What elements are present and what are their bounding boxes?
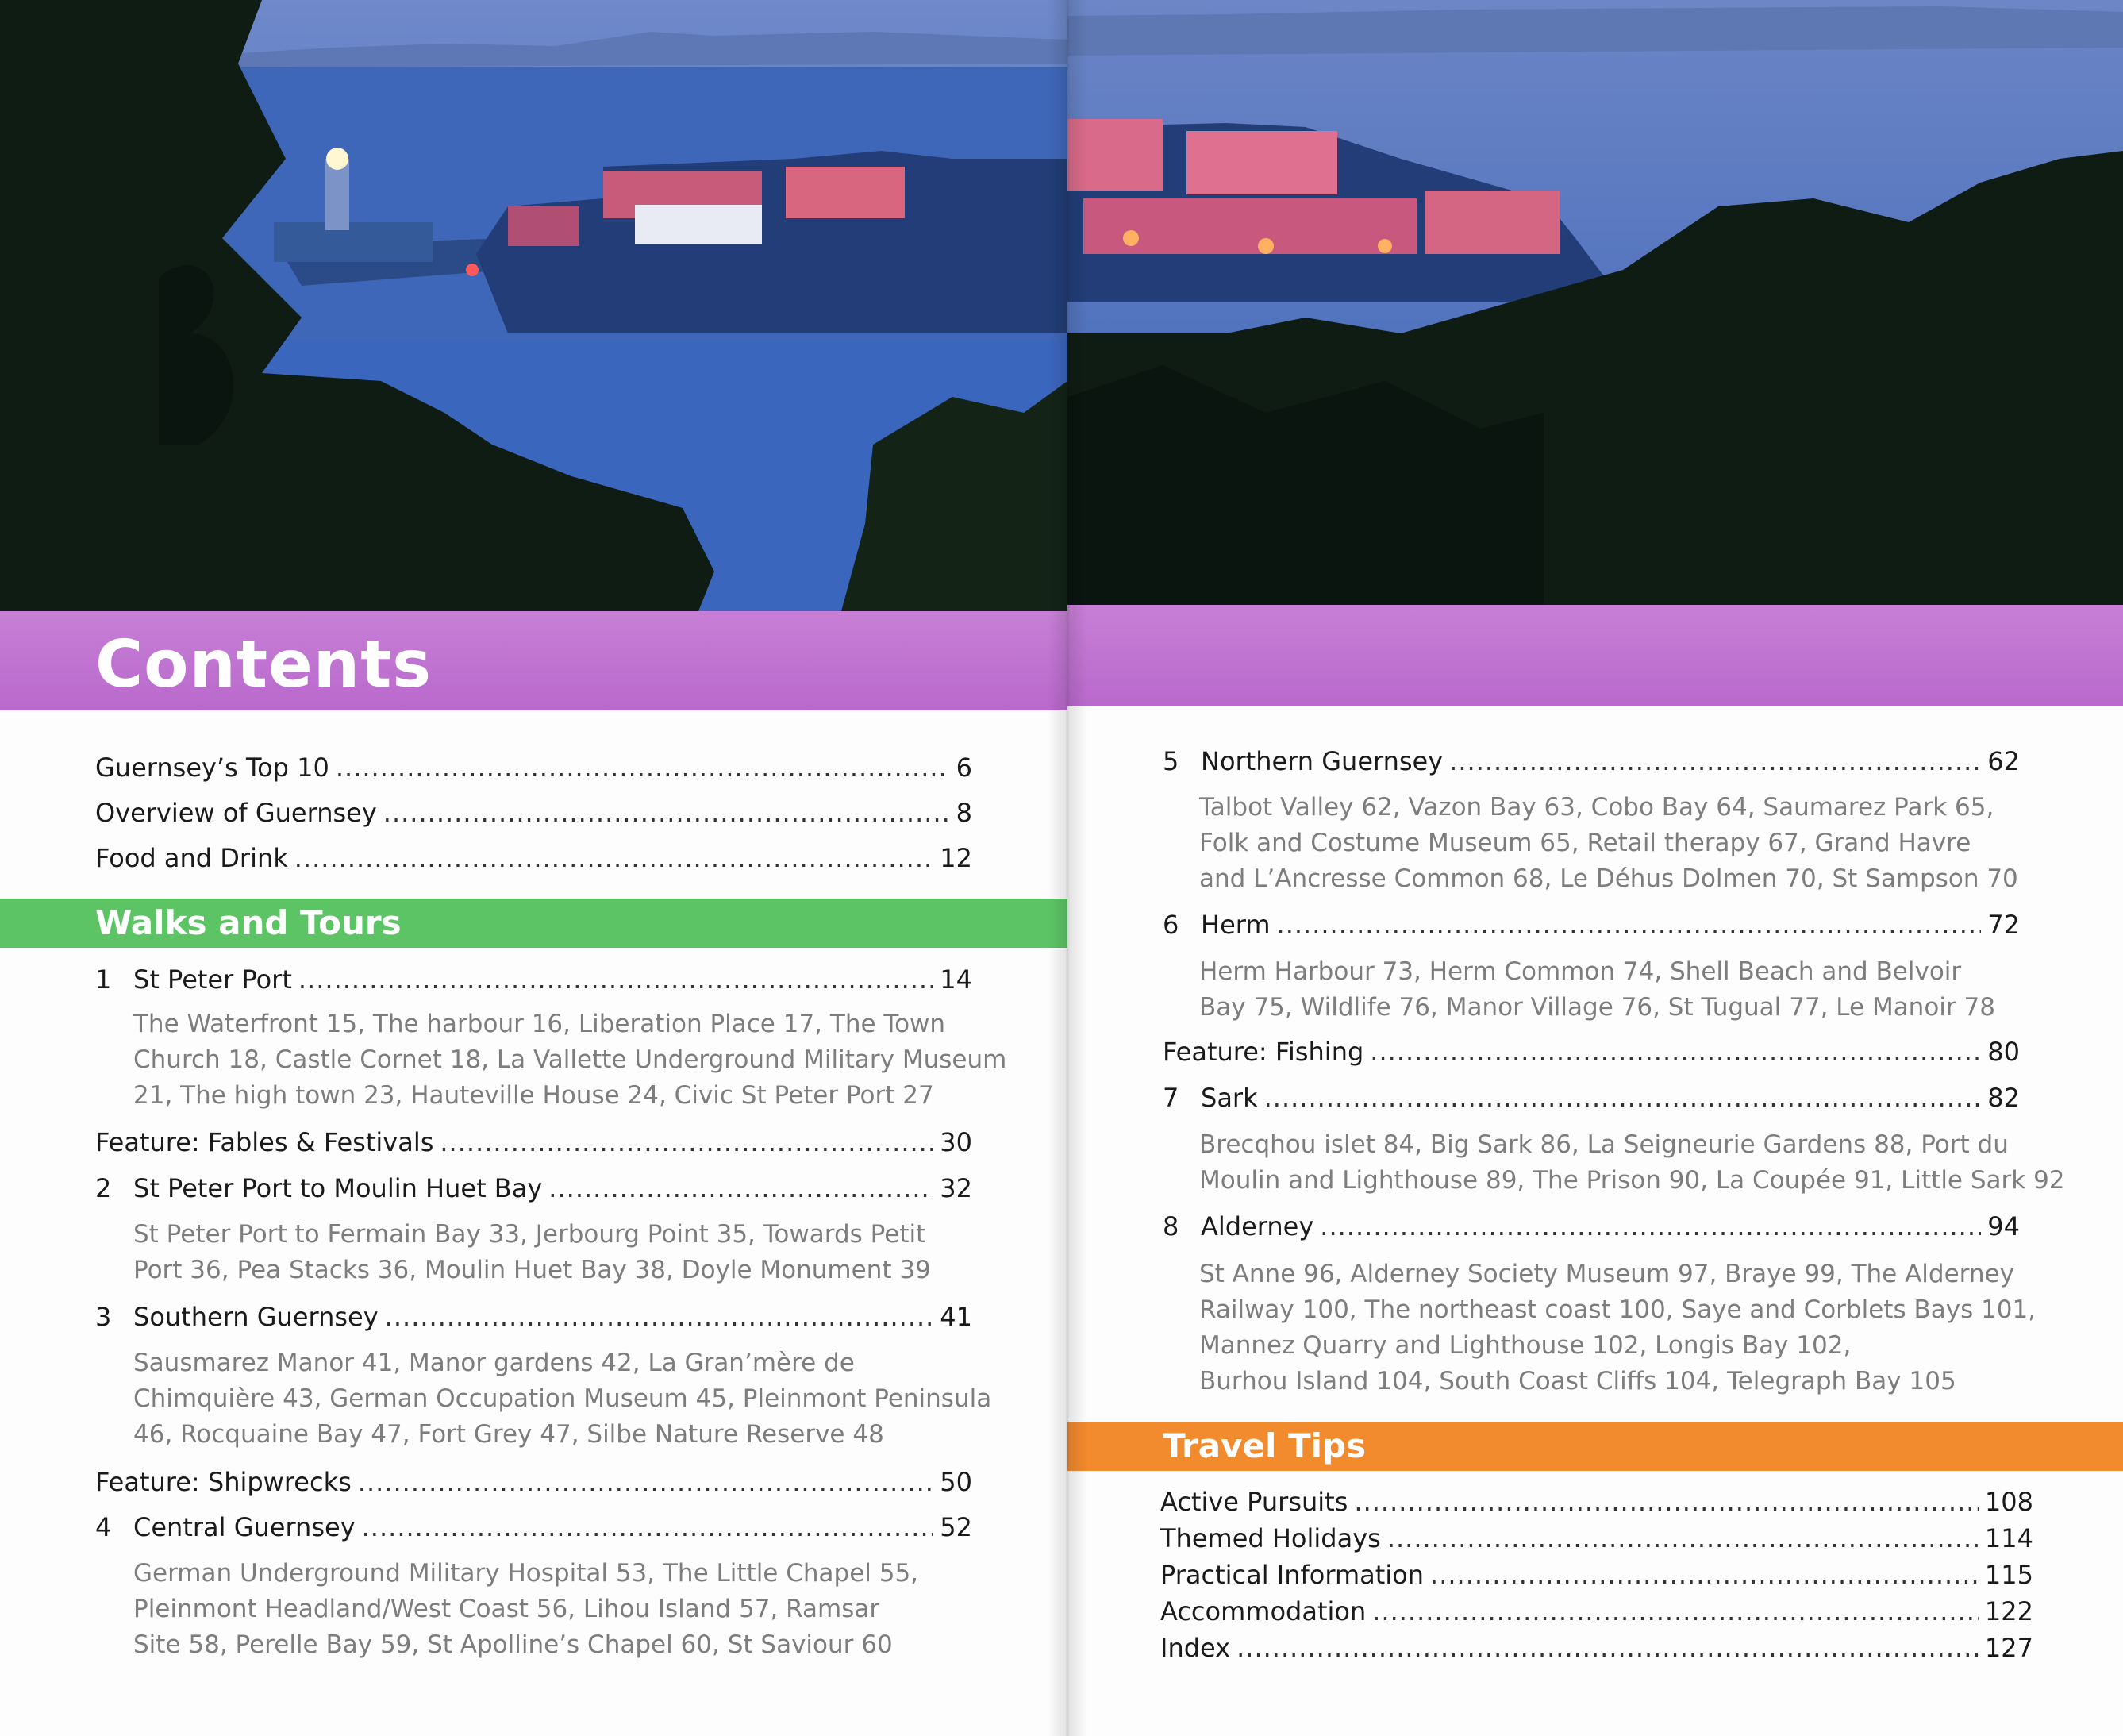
- leader-dots: [1372, 1596, 1979, 1626]
- toc-entry-label: Practical Information: [1160, 1560, 1425, 1590]
- toc-entry-feature-shipwrecks[interactable]: [95, 1467, 972, 1497]
- toc-entry-7[interactable]: [1163, 1083, 2020, 1113]
- desc-line: Chimquière 43, German Occupation Museum 45, Pleinmont Peninsula: [133, 1384, 992, 1413]
- toc-entry-4[interactable]: [95, 1512, 972, 1542]
- toc-entry-label: Guernsey’s Top 10: [95, 753, 329, 783]
- toc-entry-label: St Peter Port: [133, 964, 292, 995]
- section-heading: Travel Tips: [1163, 1426, 1367, 1465]
- toc-entry-1[interactable]: [95, 964, 972, 995]
- toc-page-number: 41: [940, 1302, 972, 1332]
- toc-page-number: 62: [1987, 746, 2020, 776]
- contents-title-band-right: [1067, 605, 2123, 706]
- desc-line: Folk and Costume Museum 65, Retail therapy 67, Grand Havre: [1199, 829, 1971, 857]
- right-page: [1067, 0, 2123, 1736]
- toc-page-number: 108: [1984, 1487, 2033, 1517]
- toc-page-number: 114: [1984, 1523, 2033, 1553]
- route-number: 6: [1163, 910, 1179, 940]
- book-gutter-shadow: [1048, 0, 1087, 1736]
- desc-line: and L’Ancresse Common 68, Le Déhus Dolmen 70, St Sampson 70: [1199, 864, 2018, 893]
- leader-dots: [1354, 1487, 1979, 1517]
- toc-entry-label: Feature: Shipwrecks: [95, 1467, 352, 1497]
- leader-dots: [1320, 1211, 1981, 1241]
- toc-entry-label: Food and Drink: [95, 843, 288, 873]
- toc-page-number: 52: [940, 1512, 972, 1542]
- leader-dots: [1264, 1083, 1982, 1113]
- toc-page-number: 127: [1984, 1633, 2033, 1663]
- leader-dots: [1449, 746, 1981, 776]
- toc-page-number: 82: [1987, 1083, 2020, 1113]
- toc-entry-label: St Peter Port to Moulin Huet Bay: [133, 1173, 543, 1203]
- toc-entry-label: Overview of Guernsey: [95, 798, 377, 828]
- page-title: Contents: [95, 627, 433, 702]
- toc-page-number: 72: [1987, 910, 2020, 940]
- toc-entry-description: [133, 1556, 918, 1663]
- leader-dots: [1387, 1523, 1979, 1553]
- desc-line: Burhou Island 104, South Coast Cliffs 104, Telegraph Bay 105: [1199, 1367, 1956, 1395]
- desc-line: Herm Harbour 73, Herm Common 74, Shell Beach and Belvoir: [1199, 957, 1962, 986]
- toc-entry-active-pursuits[interactable]: [1160, 1487, 2033, 1517]
- leader-dots: [362, 1512, 934, 1542]
- toc-entry-description: [1199, 790, 2018, 897]
- toc-page-number: 32: [940, 1173, 972, 1203]
- toc-entry-accommodation[interactable]: [1160, 1596, 2033, 1626]
- toc-page-number: 50: [940, 1467, 972, 1497]
- toc-entry-label: Index: [1160, 1633, 1231, 1663]
- toc-entry-6[interactable]: [1163, 910, 2020, 940]
- route-number: 1: [95, 964, 112, 995]
- toc-entry-label: Alderney: [1201, 1211, 1314, 1241]
- toc-entry-label: Feature: Fables & Festivals: [95, 1127, 434, 1157]
- castle-cornet-night-photo: [0, 0, 1067, 611]
- toc-entry-5[interactable]: [1163, 746, 2020, 776]
- toc-entry-feature-fables[interactable]: [95, 1127, 972, 1157]
- route-number: 2: [95, 1173, 112, 1203]
- route-number: 4: [95, 1512, 112, 1542]
- toc-entry-label: Feature: Fishing: [1163, 1037, 1364, 1067]
- desc-line: Church 18, Castle Cornet 18, La Vallette Underground Military Museum: [133, 1045, 1007, 1074]
- leader-dots: [358, 1467, 934, 1497]
- leader-dots: [298, 964, 933, 995]
- toc-entry-description: [1199, 1127, 2065, 1199]
- toc-entry-feature-fishing[interactable]: [1163, 1037, 2020, 1067]
- desc-line: Site 58, Perelle Bay 59, St Apolline’s Chapel 60, St Saviour 60: [133, 1630, 893, 1659]
- toc-entry-3[interactable]: [95, 1302, 972, 1332]
- toc-page-number: 94: [1987, 1211, 2020, 1241]
- leader-dots: [1277, 910, 1982, 940]
- travel-tips-band: [1067, 1422, 2123, 1471]
- route-number: 8: [1163, 1211, 1179, 1241]
- toc-page-number: 12: [940, 843, 972, 873]
- toc-entry-food-drink[interactable]: [95, 843, 972, 873]
- leader-dots: [548, 1173, 933, 1203]
- toc-page-number: 122: [1984, 1596, 2033, 1626]
- section-heading: Walks and Tours: [95, 903, 402, 942]
- toc-page-number: 80: [1987, 1037, 2020, 1067]
- toc-entry-label: Active Pursuits: [1160, 1487, 1348, 1517]
- route-number: 3: [95, 1302, 112, 1332]
- toc-entry-label: Southern Guernsey: [133, 1302, 379, 1332]
- toc-entry-description: [133, 1007, 1006, 1114]
- toc-page-number: 30: [940, 1127, 972, 1157]
- toc-page-number: 6: [956, 753, 972, 783]
- toc-entry-description: [1199, 1257, 2036, 1399]
- desc-line: German Underground Military Hospital 53, The Little Chapel 55,: [133, 1559, 919, 1588]
- walks-and-tours-band: [0, 899, 1067, 948]
- toc-page-number: 14: [940, 964, 972, 995]
- desc-line: St Anne 96, Alderney Society Museum 97, Braye 99, The Alderney: [1199, 1260, 2014, 1288]
- desc-line: Moulin and Lighthouse 89, The Prison 90, La Coupée 91, Little Sark 92: [1199, 1166, 2065, 1195]
- toc-entry-top-10[interactable]: [95, 753, 972, 783]
- toc-entry-overview[interactable]: [95, 798, 972, 828]
- leader-dots: [383, 798, 950, 828]
- desc-line: Brecqhou islet 84, Big Sark 86, La Seigneurie Gardens 88, Port du: [1199, 1130, 2009, 1159]
- desc-line: Bay 75, Wildlife 76, Manor Village 76, St Tugual 77, Le Manoir 78: [1199, 993, 1995, 1022]
- leader-dots: [1430, 1560, 1979, 1590]
- toc-entry-label: Sark: [1201, 1083, 1258, 1113]
- toc-entry-8[interactable]: [1163, 1211, 2020, 1241]
- toc-page-number: 8: [956, 798, 972, 828]
- leader-dots: [1236, 1633, 1979, 1663]
- toc-entry-2[interactable]: [95, 1173, 972, 1203]
- desc-line: Talbot Valley 62, Vazon Bay 63, Cobo Bay 64, Saumarez Park 65,: [1199, 793, 1994, 822]
- toc-entry-description: [133, 1345, 991, 1453]
- desc-line: 21, The high town 23, Hauteville House 24, Civic St Peter Port 27: [133, 1081, 934, 1110]
- toc-entry-label: Northern Guernsey: [1201, 746, 1444, 776]
- toc-entry-themed-holidays[interactable]: [1160, 1523, 2033, 1553]
- desc-line: Port 36, Pea Stacks 36, Moulin Huet Bay 38, Doyle Monument 39: [133, 1256, 931, 1284]
- leader-dots: [1370, 1037, 1981, 1067]
- desc-line: The Waterfront 15, The harbour 16, Liberation Place 17, The Town: [133, 1010, 946, 1038]
- leader-dots: [440, 1127, 933, 1157]
- toc-entry-description: [1199, 954, 1995, 1026]
- toc-entry-label: Accommodation: [1160, 1596, 1367, 1626]
- toc-entry-label: Central Guernsey: [133, 1512, 356, 1542]
- toc-entry-label: Herm: [1201, 910, 1271, 940]
- toc-entry-description: [133, 1217, 931, 1288]
- desc-line: 46, Rocquaine Bay 47, Fort Grey 47, Silbe Nature Reserve 48: [133, 1420, 884, 1449]
- leader-dots: [385, 1302, 934, 1332]
- toc-entry-practical-information[interactable]: [1160, 1560, 2033, 1590]
- toc-entry-index[interactable]: [1160, 1633, 2033, 1663]
- desc-line: Railway 100, The northeast coast 100, Saye and Corblets Bays 101,: [1199, 1295, 2036, 1324]
- route-number: 5: [1163, 746, 1179, 776]
- desc-line: Pleinmont Headland/West Coast 56, Lihou Island 57, Ramsar: [133, 1595, 880, 1623]
- desc-line: St Peter Port to Fermain Bay 33, Jerbourg Point 35, Towards Petit: [133, 1220, 926, 1249]
- desc-line: Sausmarez Manor 41, Manor gardens 42, La Gran’mère de: [133, 1349, 855, 1377]
- route-number: 7: [1163, 1083, 1179, 1113]
- castle-cornet-night-photo-right: [1067, 0, 2123, 605]
- leader-dots: [294, 843, 934, 873]
- toc-page-number: 115: [1984, 1560, 2033, 1590]
- desc-line: Mannez Quarry and Lighthouse 102, Longis Bay 102,: [1199, 1331, 1852, 1360]
- toc-entry-label: Themed Holidays: [1160, 1523, 1381, 1553]
- leader-dots: [336, 753, 950, 783]
